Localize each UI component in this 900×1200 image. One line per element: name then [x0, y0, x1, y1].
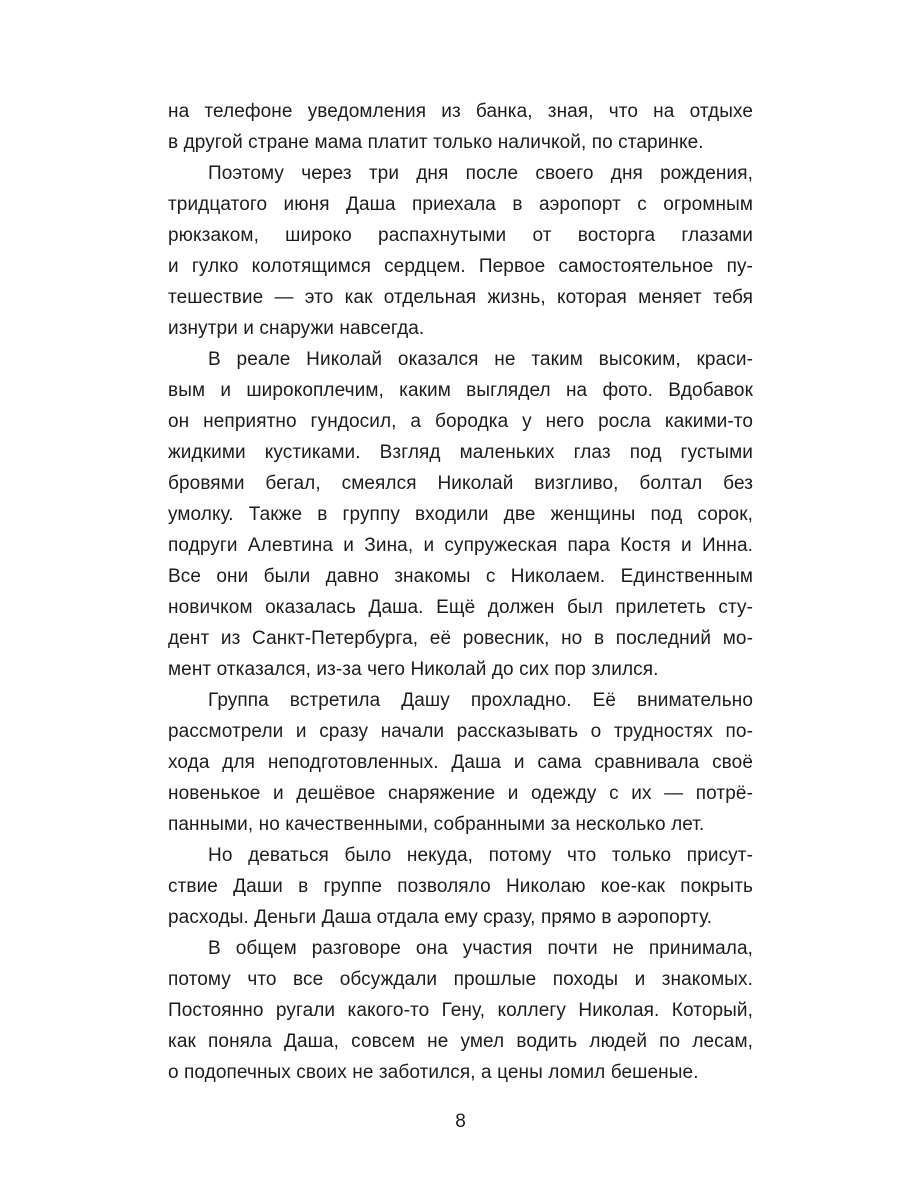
paragraph	[168, 933, 753, 1088]
text-line: бровями бегал, смеялся Николай визгливо, болтал без	[168, 473, 753, 494]
page-text	[168, 0, 753, 1088]
paragraph	[168, 158, 753, 344]
text-line: Все они были давно знакомы с Николаем. Единственным	[168, 566, 753, 587]
text-line: В реале Николай оказался не таким высоким, краси-	[208, 349, 753, 370]
paragraph	[168, 840, 753, 933]
text-line: панными, но качественными, собранными за несколько лет.	[168, 814, 705, 835]
text-line: Группа встретила Дашу прохладно. Её внимательно	[208, 690, 753, 711]
paragraph	[168, 685, 753, 840]
text-line: хода для неподготовленных. Даша и сама сравнивала своё	[168, 752, 753, 773]
text-line: потому что все обсуждали прошлые походы и знакомых.	[168, 969, 753, 990]
text-line: умолку. Также в группу входили две женщины под сорок,	[168, 504, 753, 525]
text-line: мент отказался, из-за чего Николай до сих пор злился.	[168, 659, 659, 680]
text-line: дент из Санкт-Петербурга, её ровесник, но в последний мо-	[168, 628, 753, 649]
text-line: о подопечных своих не заботился, а цены ломил бешеные.	[168, 1062, 699, 1083]
text-line: и гулко колотящимся сердцем. Первое самостоятельное пу-	[168, 256, 753, 277]
text-line: на телефоне уведомления из банка, зная, что на отдыхе	[168, 101, 753, 122]
text-line: подруги Алевтина и Зина, и супружеская пара Костя и Инна.	[168, 535, 753, 556]
text-line: тридцатого июня Даша приехала в аэропорт с огромным	[168, 194, 753, 215]
text-line: тешествие — это как отдельная жизнь, которая меняет тебя	[168, 287, 753, 308]
paragraph	[168, 96, 753, 158]
paragraph	[168, 344, 753, 685]
text-line: рюкзаком, широко распахнутыми от восторга глазами	[168, 225, 753, 246]
text-line: изнутри и снаружи навсегда.	[168, 318, 425, 339]
text-line: вым и широкоплечим, каким выглядел на фото. Вдобавок	[168, 380, 753, 401]
text-line: Постоянно ругали какого-то Гену, коллегу Николая. Который,	[168, 1000, 753, 1021]
text-line: ствие Даши в группе позволяло Николаю кое-как покрыть	[168, 876, 753, 897]
page-number: 8	[455, 1111, 466, 1132]
text-line: новенькое и дешёвое снаряжение и одежду с их — потрё-	[168, 783, 753, 804]
text-line: Поэтому через три дня после своего дня рождения,	[208, 163, 753, 184]
text-line: как поняла Даша, совсем не умел водить людей по лесам,	[168, 1031, 753, 1052]
text-line: рассмотрели и сразу начали рассказывать о трудностях по-	[168, 721, 753, 742]
text-line: жидкими кустиками. Взгляд маленьких глаз под густыми	[168, 442, 753, 463]
text-line: он неприятно гундосил, а бородка у него росла какими-то	[168, 411, 753, 432]
text-line: В общем разговоре она участия почти не принимала,	[208, 938, 753, 959]
text-line: в другой стране мама платит только наличкой, по старинке.	[168, 132, 704, 153]
text-line: расходы. Деньги Даша отдала ему сразу, прямо в аэропорту.	[168, 907, 713, 928]
text-line: Но деваться было некуда, потому что только присут-	[208, 845, 753, 866]
text-line: новичком оказалась Даша. Ещё должен был прилететь сту-	[168, 597, 753, 618]
